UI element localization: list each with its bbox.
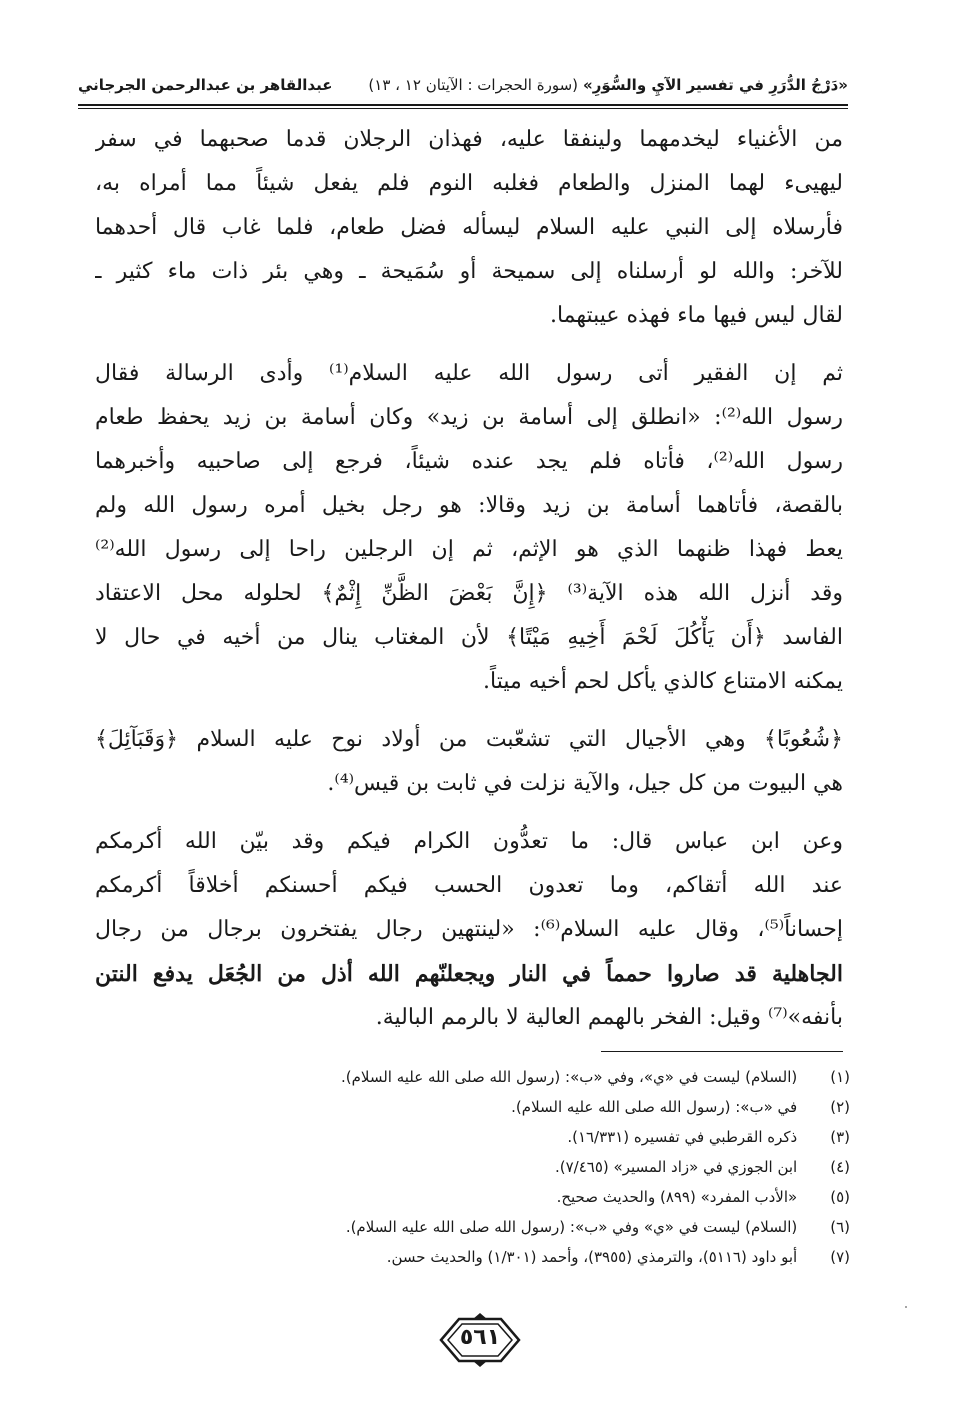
footnote bbox=[120, 1242, 850, 1272]
footnote-number: (٥) bbox=[830, 1188, 850, 1206]
footnote-number: (٧) bbox=[830, 1248, 850, 1266]
text-line: رسول الله⁽²⁾، فأتاه فلم يجد عنده شيئاً، فرجع إلى صاحبيه وأخبرهما bbox=[95, 449, 843, 474]
page-number-ornament bbox=[437, 1311, 523, 1369]
footnote-number: (٣) bbox=[830, 1128, 850, 1146]
footnote bbox=[120, 1152, 850, 1182]
header-divider bbox=[78, 104, 848, 106]
text-line: يمكنه الامتناع كالذي يأكل لحم أخيه ميتاً. bbox=[483, 669, 843, 694]
text-line: الفاسد ﴿أَن يَأْكُلَ لَحْمَ أَخِيهِ مَيْتًا﴾ لأن المغتاب ينال من أخيه في حال لا bbox=[95, 625, 843, 650]
footnote-number: (٤) bbox=[830, 1158, 850, 1176]
footnote-divider bbox=[601, 1051, 843, 1052]
footnote-text: أبو داود (٥١١٦)، والترمذي (٣٩٥٥)، وأحمد (١/٣٠١) والحديث حسن. bbox=[386, 1248, 798, 1266]
footnote bbox=[120, 1062, 850, 1092]
text-line: الجاهلية قد صاروا حمماً في النار ويجعلنّهم الله أذل من الجُعَل يدفع النتن bbox=[95, 961, 843, 987]
footnote bbox=[120, 1182, 850, 1212]
footnote-text: (السلام) ليست في «ي»، وفي «ب»: (رسول الله صلى الله عليه السلام). bbox=[340, 1068, 798, 1086]
footnote-number: (١) bbox=[830, 1068, 850, 1086]
footnote-number: (٢) bbox=[830, 1098, 850, 1116]
main-text bbox=[95, 118, 843, 1040]
author-name: عبدالقاهر بن عبدالرحمن الجرجاني bbox=[78, 76, 333, 94]
text-line: لقال ليس فيها ماء فهذه عيبتهما. bbox=[549, 303, 843, 328]
text-line: للآخر: والله لو أرسلناه إلى سميحة أو سُمَيحة ـ وهي بئر ذات ماء كثير ـ bbox=[95, 259, 843, 284]
text-line: عند الله أتقاكم، وما تعدون الحسب فيكم أحسنكم أخلاقاً أكرمكم bbox=[95, 873, 843, 898]
text-line: من الأغنياء ليخدمهما ولينفقا عليه، فهذان الرجلان قدما صحبهما في سفر bbox=[95, 127, 843, 152]
text-line: رسول الله⁽²⁾: «انطلق إلى أسامة بن زيد» وكان أسامة بن زيد يحفظ طعام bbox=[95, 405, 843, 430]
footnote bbox=[120, 1092, 850, 1122]
text-line: إحساناً⁽⁵⁾، وقال عليه السلام⁽⁶⁾: «لينتهين رجال يفتخرون برجال من رجال bbox=[95, 917, 843, 942]
footnote-text: ذكره القرطبي في تفسيره (١٦/٣٣١). bbox=[567, 1128, 798, 1146]
text-line: ليهيىء لهما المنزل والطعام فغلبه النوم فلم يفعل شيئاً مما أمراه به، bbox=[95, 171, 843, 196]
text-line: بالقصة، فأتاهما أسامة بن زيد وقالا: هو رجل بخيل أمره رسول الله ولم bbox=[95, 493, 843, 518]
footnote-number: (٦) bbox=[830, 1218, 850, 1236]
surah-reference: (سورة الحجرات : الآيتان ١٢ ، ١٣) bbox=[368, 76, 578, 94]
text-line: وعن ابن عباس قال: ما تعدُّون الكرام فيكم وقد بيّن الله أكرمكم bbox=[95, 829, 843, 854]
text-line: وقد أنزل الله هذه الآية⁽³⁾ ﴿إِنَّ بَعْضَ الظَّنِّ إِثْمٌ﴾ لحلوله محل الاعتقاد bbox=[95, 581, 843, 606]
footnote-text: ابن الجوزي في «زاد المسير» (٧/٤٦٥). bbox=[554, 1158, 798, 1176]
header-divider-thin bbox=[78, 108, 848, 109]
text-line: هي البيوت من كل جيل، والآية نزلت في ثابت بن قيس⁽⁴⁾. bbox=[327, 771, 843, 796]
page-number: ٥٦١ bbox=[459, 1325, 501, 1350]
text-line: فأرسلاه إلى النبي عليه السلام ليسأله فضل طعام، فلما غاب قال أحدهما bbox=[95, 215, 843, 240]
footnotes bbox=[120, 1062, 850, 1272]
footnote-text: في «ب»: (رسول الله صلى الله عليه السلام). bbox=[511, 1098, 798, 1116]
text-line: بأنفه»⁽⁷⁾ وقيل: الفخر بالهمم العالية لا بالرمم البالية. bbox=[375, 1005, 843, 1030]
text-line: ثم إن الفقير أتى رسول الله عليه السلام⁽¹⁾ وأدى الرسالة فقال bbox=[95, 361, 843, 386]
book-title: «دَرْجُ الدُّرَرِ في تفسير الآيِ والسُّوَرِ» bbox=[583, 76, 848, 94]
footnote-text: (السلام) ليست في «ي» وفي «ب»: (رسول الله صلى الله عليه السلام). bbox=[345, 1218, 798, 1236]
scan-speck bbox=[905, 1306, 907, 1308]
footnote bbox=[120, 1122, 850, 1152]
footnote-text: «الأدب المفرد» (٨٩٩) والحديث صحيح. bbox=[556, 1188, 798, 1206]
running-header bbox=[78, 70, 848, 100]
text-line: يعط فهذا ظنهما الذي هو الإثم، ثم إن الرجلين راحا إلى رسول الله⁽²⁾ bbox=[95, 537, 843, 562]
text-line: ﴿شُعُوبًا﴾ وهي الأجيال التي تشعّبت من أولاد نوح عليه السلام ﴿وَقَبَآئِلَ﴾ bbox=[95, 727, 843, 752]
footnote bbox=[120, 1212, 850, 1242]
